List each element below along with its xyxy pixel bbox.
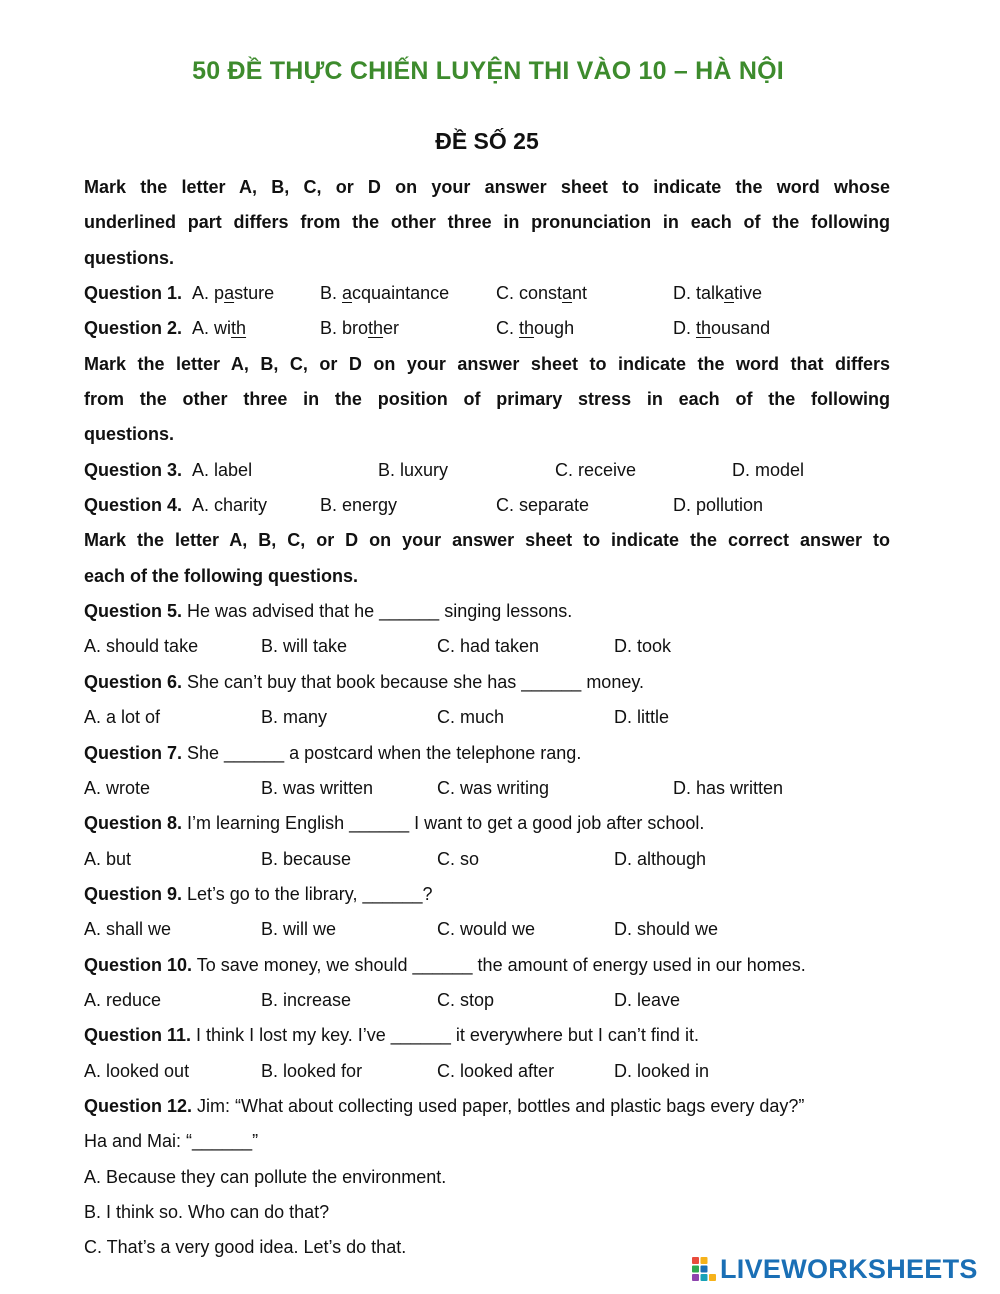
question-label: Question 1. (84, 283, 183, 304)
page-title: 50 ĐỀ THỰC CHIẾN LUYỆN THI VÀO 10 – HÀ NỘI (192, 57, 784, 85)
option-a[interactable]: A. reduce (84, 989, 162, 1010)
option-c[interactable]: C. had taken (437, 636, 540, 657)
option-b[interactable]: B. acquaintance (320, 283, 450, 304)
question-label: Question 12. (84, 1095, 193, 1116)
question-label: Question 8. (84, 813, 183, 834)
option-b[interactable]: B. increase (261, 989, 352, 1010)
section2-instruction-line-2: from the other three in the position of primary stress in each of the following (84, 389, 890, 410)
question-text: He was advised that he ______ singing lessons. (182, 601, 573, 622)
option-c[interactable]: C. so (437, 848, 480, 869)
question-2 (84, 311, 890, 346)
option-c[interactable]: C. That’s a very good idea. Let’s do that. (84, 1237, 407, 1258)
option-a[interactable]: A. wrote (84, 777, 151, 798)
option-a[interactable]: A. pasture (192, 283, 275, 304)
question-label: Question 9. (84, 883, 183, 904)
question-label: Question 5. (84, 601, 183, 622)
question-7 (84, 736, 890, 771)
question-10 (84, 948, 890, 983)
option-a[interactable]: A. Because they can pollute the environment. (84, 1166, 447, 1187)
section1-instruction-line-3: questions. (84, 247, 175, 268)
option-c[interactable]: C. constant (496, 283, 588, 304)
option-c[interactable]: C. was writing (437, 777, 550, 798)
exam-body (84, 170, 890, 1266)
question-text: Let’s go to the library, ______? (182, 883, 433, 904)
question-9-options (84, 912, 890, 947)
option-c[interactable]: C. though (496, 318, 575, 339)
option-c[interactable]: C. looked after (437, 1060, 555, 1081)
option-d[interactable]: D. thousand (673, 318, 771, 339)
option-b[interactable]: B. will take (261, 636, 348, 657)
option-a[interactable]: A. with (192, 318, 247, 339)
question-10-options (84, 983, 890, 1018)
option-b[interactable]: B. will we (261, 919, 337, 940)
question-12-reply: Ha and Mai: “______” (84, 1131, 259, 1152)
option-c[interactable]: C. separate (496, 495, 590, 516)
option-d[interactable]: D. has written (673, 777, 784, 798)
question-text: To save money, we should ______ the amount of energy used in our homes. (192, 954, 806, 975)
question-text: I’m learning English ______ I want to get a good job after school. (182, 813, 705, 834)
option-a[interactable]: A. should take (84, 636, 199, 657)
option-d[interactable]: D. model (732, 459, 805, 480)
option-c[interactable]: C. stop (437, 989, 495, 1010)
option-b[interactable]: B. was written (261, 777, 374, 798)
option-b[interactable]: B. luxury (378, 459, 449, 480)
option-a[interactable]: A. charity (192, 495, 268, 516)
question-text: Jim: “What about collecting used paper, bottles and plastic bags every day?” (192, 1095, 805, 1116)
question-label: Question 7. (84, 742, 183, 763)
option-a[interactable]: A. looked out (84, 1060, 190, 1081)
option-d[interactable]: D. talkative (673, 283, 763, 304)
question-12 (84, 1089, 890, 1124)
option-c[interactable]: C. receive (555, 459, 637, 480)
question-1 (84, 276, 890, 311)
question-6 (84, 665, 890, 700)
question-8-options (84, 842, 890, 877)
question-text: I think I lost my key. I’ve ______ it everywhere but I can’t find it. (191, 1025, 699, 1046)
option-a[interactable]: A. but (84, 848, 132, 869)
question-5-options (84, 629, 890, 664)
option-b[interactable]: B. many (261, 707, 328, 728)
liveworksheets-logo-icon (692, 1257, 716, 1281)
option-b[interactable]: B. I think so. Who can do that? (84, 1201, 330, 1222)
question-label: Question 10. (84, 954, 193, 975)
question-text: She ______ a postcard when the telephone rang. (182, 742, 582, 763)
option-c[interactable]: C. would we (437, 919, 536, 940)
option-d[interactable]: D. little (614, 707, 670, 728)
section1-instruction-line-1: Mark the letter A, B, C, or D on your answer sheet to indicate the word whose (84, 177, 890, 197)
question-7-options (84, 771, 890, 806)
option-d[interactable]: D. although (614, 848, 707, 869)
logo-text: LIVEWORKSHEETS (720, 1253, 978, 1284)
section2-instruction-line-1: Mark the letter A, B, C, or D on your answer sheet to indicate the word that differs (84, 353, 890, 374)
question-5 (84, 594, 890, 629)
question-6-options (84, 700, 890, 735)
option-a[interactable]: A. a lot of (84, 707, 161, 728)
option-d[interactable]: D. pollution (673, 495, 764, 516)
option-a[interactable]: A. shall we (84, 919, 172, 940)
question-8 (84, 806, 890, 841)
option-b[interactable]: B. looked for (261, 1060, 363, 1081)
section2-instruction-line-3: questions. (84, 424, 175, 445)
option-b[interactable]: B. brother (320, 318, 400, 339)
section1-instruction-line-2: underlined part differs from the other three in pronunciation in each of the following (84, 212, 890, 233)
question-label: Question 4. (84, 495, 183, 516)
question-label: Question 3. (84, 459, 183, 480)
question-11 (84, 1018, 890, 1053)
question-text: She can’t buy that book because she has ______ money. (182, 671, 645, 692)
option-a[interactable]: A. label (192, 459, 253, 480)
option-d[interactable]: D. leave (614, 989, 681, 1010)
option-d[interactable]: D. looked in (614, 1060, 710, 1081)
option-c[interactable]: C. much (437, 707, 505, 728)
question-label: Question 6. (84, 671, 183, 692)
question-label: Question 11. (84, 1025, 192, 1046)
liveworksheets-logo[interactable] (692, 1253, 978, 1285)
question-11-options (84, 1054, 890, 1089)
exam-number: ĐỀ SỐ 25 (435, 128, 539, 154)
section3-instruction-line-2: each of the following questions. (84, 565, 359, 586)
section3-instruction-line-1: Mark the letter A, B, C, or D on your answer sheet to indicate the correct answer to (84, 530, 890, 551)
question-9 (84, 877, 890, 912)
option-d[interactable]: D. took (614, 636, 672, 657)
question-3 (84, 453, 890, 488)
question-4 (84, 488, 890, 523)
option-d[interactable]: D. should we (614, 919, 719, 940)
option-b[interactable]: B. because (261, 848, 352, 869)
option-b[interactable]: B. energy (320, 495, 398, 516)
question-label: Question 2. (84, 318, 183, 339)
